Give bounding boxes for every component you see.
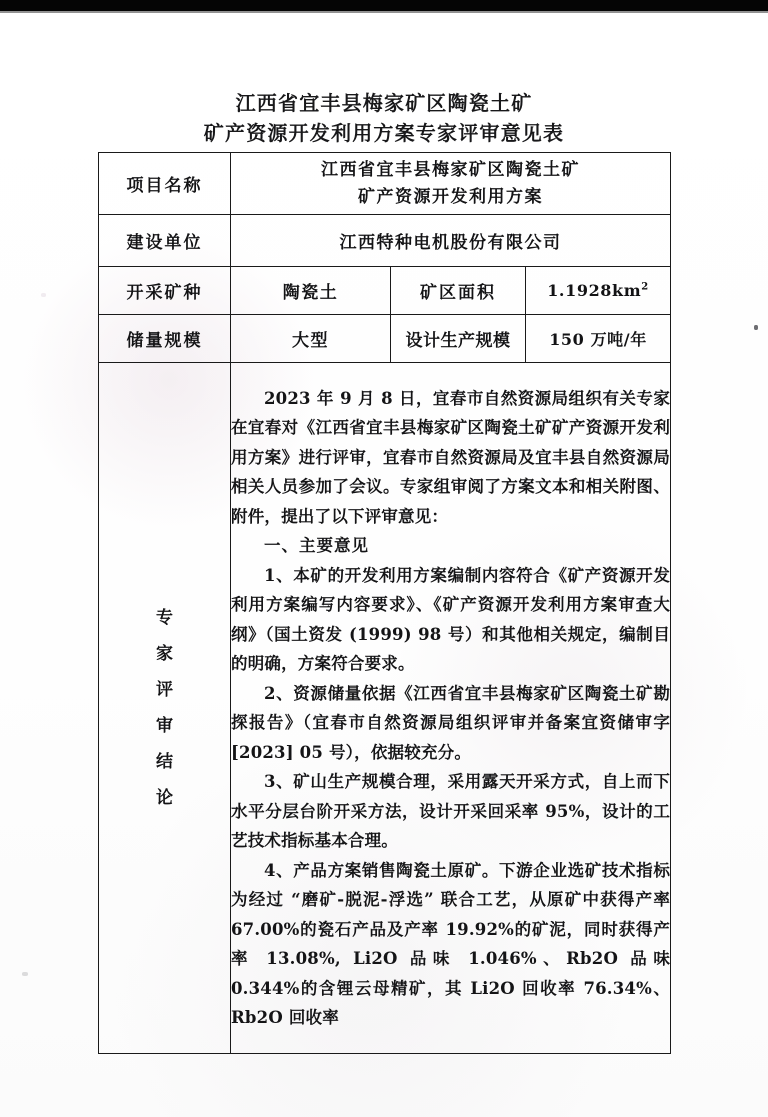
conclusion-intro: 2023 年 9 月 8 日，宜春市自然资源局组织有关专家在宜春对《江西省宜丰县梅家矿区陶瓷土矿矿产资源开发利用方案》进行评审，宜春市自然资源局及宜丰县自然资源局相关人员参加了会议。专家组审阅了方案文本和相关附图、附件，提出了以下评审意见： [231, 388, 671, 526]
table-row-construction-unit [99, 215, 671, 267]
document-title [0, 88, 768, 148]
scanner-top-band-edge [0, 11, 768, 13]
title-line-2: 矿产资源开发利用方案专家评审意见表 [203, 121, 565, 145]
mine-area-number: 1.1928km [547, 281, 642, 300]
value-project-name [231, 153, 671, 215]
expert-conclusion-char-3: 审 [156, 716, 173, 736]
conclusion-item-4: 4、产品方案销售陶瓷土原矿。下游企业选矿技术指标为经过 “磨矿-脱泥-浮选” 联合工艺，从原矿中获得产率 67.00%的瓷石产品及产率 19.92%的矿泥，同时获得产率 13.08%, Li2O 品味 1.046%、Rb2O 品味 0.344%的含锂云母精矿，其 Li2O 回收率 76.34%、Rb2O 回收率 [231, 860, 671, 1027]
table-row-mineral-type [99, 267, 671, 315]
scan-speck [754, 325, 758, 330]
expert-conclusion-char-2: 评 [156, 680, 173, 700]
label-construction-unit: 建设单位 [99, 215, 231, 267]
mine-area-unit-exponent: 2 [641, 281, 649, 293]
label-design-capacity: 设计生产规模 [391, 315, 526, 363]
label-mine-area: 矿区面积 [391, 267, 526, 315]
expert-conclusion-char-1: 家 [156, 644, 173, 664]
scanner-top-band [0, 0, 768, 11]
expert-conclusion-body [231, 363, 671, 1054]
conclusion-section-heading: 一、主要意见 [264, 536, 369, 555]
value-mine-area [526, 267, 671, 315]
scan-speck [41, 293, 46, 297]
expert-conclusion-vertical-text [156, 600, 173, 816]
expert-review-table [98, 152, 671, 1054]
label-expert-conclusion [99, 363, 231, 1054]
expert-conclusion-char-5: 论 [156, 788, 173, 808]
value-reserve-scale: 大型 [231, 315, 391, 363]
project-name-line-1: 江西省宜丰县梅家矿区陶瓷土矿 [321, 159, 581, 180]
expert-conclusion-char-4: 结 [156, 752, 173, 772]
conclusion-item-1: 1、本矿的开发利用方案编制内容符合《矿产资源开发利用方案编写内容要求》、《矿产资源开发利用方案审查大纲》（国土资发 (1999) 98 号）和其他相关规定，编制目的明确，方案符合要求。 [231, 565, 671, 673]
table-row-reserve-scale [99, 315, 671, 363]
conclusion-item-3: 3、矿山生产规模合理，采用露天开采方式，自上而下水平分层台阶开采方法，设计开采回采率 95%，设计的工艺技术指标基本合理。 [231, 772, 671, 850]
label-mineral-type: 开采矿种 [99, 267, 231, 315]
table-row-project-name [99, 153, 671, 215]
scan-speck [22, 972, 28, 976]
value-mineral-type: 陶瓷土 [231, 267, 391, 315]
title-line-1: 江西省宜丰县梅家矿区陶瓷土矿 [235, 91, 533, 115]
label-project-name: 项目名称 [99, 153, 231, 215]
value-construction-unit: 江西特种电机股份有限公司 [231, 215, 671, 267]
expert-conclusion-char-0: 专 [156, 608, 173, 628]
value-design-capacity: 150 万吨/年 [526, 315, 671, 363]
table-row-expert-conclusion [99, 363, 671, 1054]
label-reserve-scale: 储量规模 [99, 315, 231, 363]
project-name-line-2: 矿产资源开发利用方案 [358, 186, 544, 207]
conclusion-item-2: 2、资源储量依据《江西省宜丰县梅家矿区陶瓷土矿勘探报告》（宜春市自然资源局组织评审并备案宜资储审字 [2023] 05 号），依据较充分。 [231, 683, 671, 762]
